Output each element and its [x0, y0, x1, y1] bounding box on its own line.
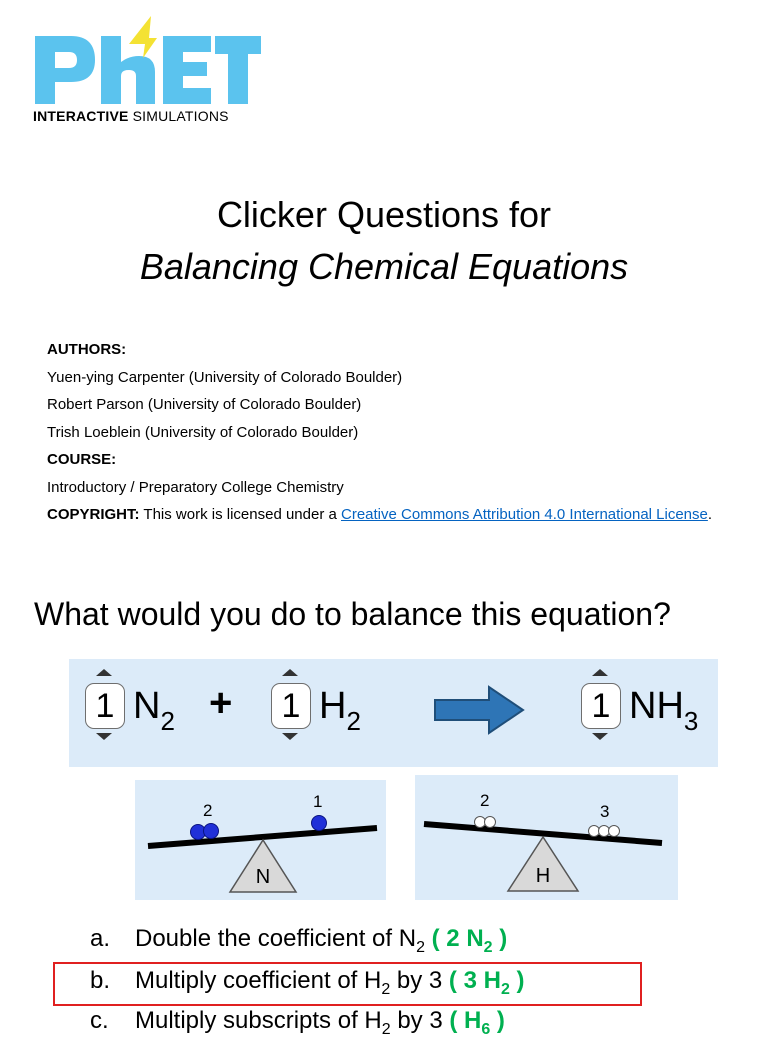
credits-block [47, 336, 757, 526]
nitrogen-element-label: N [255, 866, 271, 888]
equation-panel [69, 659, 718, 767]
decrease-n2-coefficient-icon[interactable] [96, 733, 112, 740]
author-line: Robert Parson (University of Colorado Boulder) [47, 396, 362, 413]
nh3-molecule: $NH_3$ [629, 685, 699, 736]
hydrogen-right-count: 3 [600, 802, 610, 821]
copyright-label: COPYRIGHT: [47, 506, 140, 523]
hydrogen-left-count: 2 [480, 791, 490, 810]
hydrogen-element-label: H [535, 865, 551, 887]
nitrogen-left-count: 2 [203, 801, 213, 820]
hydrogen-balance-icon [415, 775, 678, 900]
phet-logo [33, 14, 263, 126]
author-line: Yuen-ying Carpenter (University of Colorado Boulder) [47, 368, 403, 386]
answer-option-c[interactable]: c. Multiply subscripts of $H_2$ by 3 ( $H_6$ ) [90, 1007, 505, 1038]
phet-wordmark [33, 14, 263, 106]
nh3-coefficient[interactable]: 1 [581, 683, 621, 729]
decrease-nh3-coefficient-icon[interactable] [592, 733, 608, 740]
reaction-arrow-icon [433, 685, 525, 735]
hydrogen-balance-panel [415, 775, 678, 900]
course-name: Introductory / Preparatory College Chemistry [47, 478, 344, 496]
n2-molecule: $N_2$ [133, 685, 175, 736]
license-link[interactable]: Creative Commons Attribution 4.0 International License [341, 506, 708, 523]
plus-sign: + [209, 681, 233, 725]
authors-label: AUTHORS: [47, 341, 127, 358]
h2-coefficient[interactable]: 1 [271, 683, 311, 729]
phet-tagline: INTERACTIVE SIMULATIONS [33, 108, 229, 124]
page-subtitle: Balancing Chemical Equations [139, 246, 629, 287]
course-label: COURSE: [47, 451, 117, 468]
increase-h2-coefficient-icon[interactable] [282, 669, 298, 676]
question-text: What would you do to balance this equation? [34, 596, 671, 632]
increase-n2-coefficient-icon[interactable] [96, 669, 112, 676]
page-title: Clicker Questions for [216, 194, 552, 235]
nitrogen-right-count: 1 [313, 792, 323, 811]
answer-option-a[interactable]: a. Double the coefficient of $N_2$ ( 2 $N_2$ ) [90, 925, 508, 956]
nitrogen-balance-panel [135, 780, 386, 900]
h2-molecule: $H_2$ [319, 685, 361, 736]
copyright-line: COPYRIGHT: This work is licensed under a Creative Commons Attribution 4.0 International License. [47, 506, 713, 523]
answer-option-b[interactable]: b. Multiply coefficient of $H_2$ by 3 ( 3 $H_2$ ) [90, 967, 525, 998]
nitrogen-balance-icon [135, 780, 386, 900]
n2-coefficient[interactable]: 1 [85, 683, 125, 729]
author-line: Trish Loeblein (University of Colorado Boulder) [47, 423, 359, 441]
decrease-h2-coefficient-icon[interactable] [282, 733, 298, 740]
increase-nh3-coefficient-icon[interactable] [592, 669, 608, 676]
